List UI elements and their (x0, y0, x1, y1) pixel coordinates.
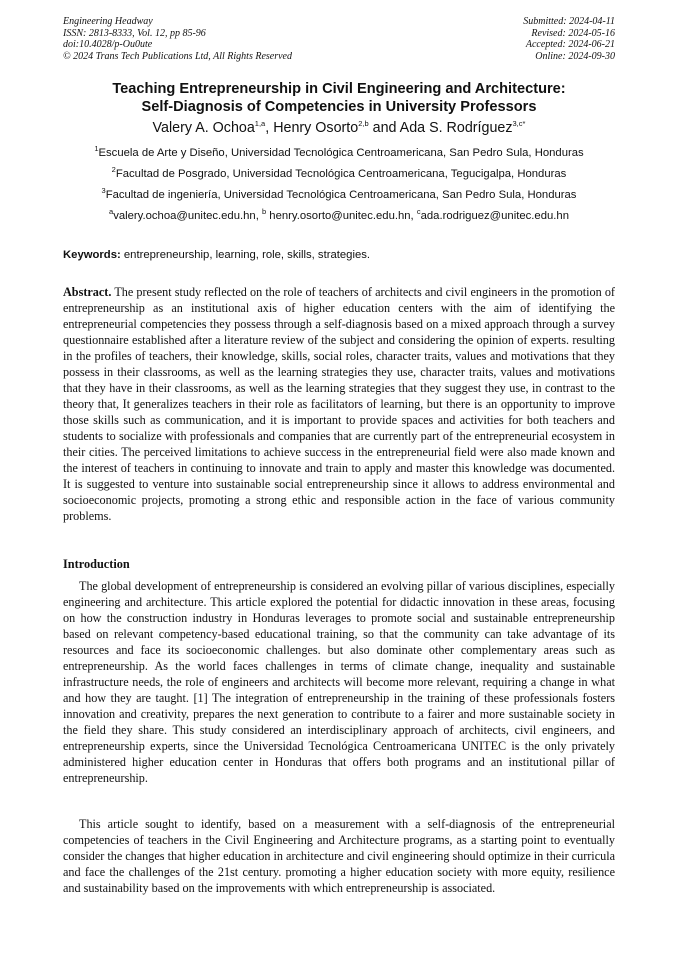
submitted-date: Submitted: 2024-04-11 (523, 16, 615, 27)
affiliation-sup: 3 (101, 186, 106, 196)
affiliation-sup: 1 (94, 144, 99, 154)
author-sup: 3,c* (512, 119, 526, 129)
affiliation-text: Escuela de Arte y Diseño, Universidad Tecnológica Centroamericana, San Pedro Sula, Honduras (98, 147, 584, 159)
keywords-text: entrepreneurship, learning, role, skills, strategies. (120, 249, 371, 261)
revised-date: Revised: 2024-05-16 (531, 27, 615, 39)
title-block (40, 80, 638, 223)
introduction-heading: Introduction (63, 557, 130, 571)
title-line-1: Teaching Entrepreneurship in Civil Engineering and Architecture: (112, 81, 566, 97)
affiliation-text: Facultad de Posgrado, Universidad Tecnológica Centroamericana, Tegucigalpa, Honduras (115, 168, 567, 180)
page-header (63, 16, 615, 62)
email-sup: b (261, 207, 267, 217)
email-sup: c (416, 207, 421, 217)
keywords (63, 248, 615, 262)
author-name: Ada S. Rodríguez (399, 120, 513, 136)
affiliation-sup: 2 (111, 165, 116, 175)
journal-name: Engineering Headway (63, 16, 153, 27)
affiliation-text: Facultad de ingeniería, Universidad Tecnológica Centroamericana, San Pedro Sula, Honduras (105, 189, 577, 201)
abstract-text: The present study reflected on the role of teachers of architects and civil engineers in the promotion of entrepreneurship as an institutional axis of higher education centers with the aim of identifying the entrepreneurial competencies they possess through a self-diagnosis based on a mixed approach through a survey questionnaire established after a literature review of the subject and considering the opinion of experts. resulting in the profiles of teachers, their knowledge, skills, social roles, character traits, values and motivations that they possess in their classrooms, as well as the learning strategies they use, character traits, values and motivations that they have in their classrooms, as well as the learning strategies that they suggest they use, in contrast to the theory that, It generalizes teachers in their role as facilitators of learning, but there is an opportunity to improve those skills such as communication, and it is important to provide spaces and activities for both teachers and students to socialize with professionals and companies that are currently part of the entrepreneurial ecosystem in their cities. The perceived limitations to achieve success in the entrepreneurial field were also made known and the interest of teachers in continuing to innovate and train to apply and master this knowledge was documented. It is suggested to venture into sustainable social entrepreneurship since it allows to address environmental and socioeconomic projects, promoting a strong ethic and responsible action in the face of various community problems. (63, 285, 615, 523)
issn-line: ISSN: 2813-8333, Vol. 12, pp 85-96 (63, 27, 206, 39)
affiliation-1 (40, 144, 638, 160)
keywords-label: Keywords: (63, 249, 121, 261)
accepted-date: Accepted: 2024-06-21 (525, 39, 615, 50)
email-list (40, 207, 638, 223)
author-sup: 2,b (358, 119, 369, 129)
email-text: valery.ochoa@unitec.edu.hn, (113, 210, 262, 222)
email-text: ada.rodriguez@unitec.edu.hn (420, 210, 569, 222)
author-name: Valery A. Ochoa (152, 120, 255, 136)
title-line-2: Self-Diagnosis of Competencies in University Professors (141, 99, 537, 115)
introduction-paragraph-2: This article sought to identify, based on a measurement with a self-diagnosis of the entrepreneurial competencies of teachers in the Civil Engineering and Architecture programs, as a starting point to eventually consider the changes that higher education in architecture and civil engineering should optimize in their curricula and face the challenges of the 21st century. promoting a higher education society with more equity, resilience and sustainability based on the improvements with which entrepreneurship is associated. (63, 817, 615, 895)
author-sep: and (368, 120, 400, 136)
author-sup: 1,a (254, 119, 266, 129)
journal-info (63, 16, 292, 62)
introduction-paragraph-1: The global development of entrepreneurship is considered an evolving pillar of various disciplines, especially engineering and architecture. This article explored the potential for didactic innovation in these areas, focusing on how the construction industry in Honduras leverages to promote social and sustainable entrepreneurship based on relevant competency-based educational training, so that the community can take advantage of its resources and face its socioeconomic challenges. but also dominate other complementary areas such as entrepreneurship. As the world faces challenges in terms of climate change, inequality and sustainable infrastructure needs, the role of engineers and architects will become more relevant, requiring a change in what and how they are taught. [1] The integration of entrepreneurship in the training of these professionals fosters innovation and creativity, prepares the next generation to contribute to a fairer and more sustainable society in the field they share. This study considered an interdisciplinary approach of architects, civil engineers, and entrepreneurship experts, since the Universidad Tecnológica Centroamericana UNITEC is the only privately administered higher education center in Honduras that offers both programs and an institutional pillar of entrepreneurship. (63, 579, 615, 785)
affiliation-2 (40, 165, 638, 181)
paper-title (40, 80, 638, 116)
abstract (63, 284, 615, 524)
abstract-label: Abstract. (63, 285, 112, 299)
online-date: Online: 2024-09-30 (535, 50, 615, 62)
affiliation-3 (40, 186, 638, 202)
email-sup: a (109, 207, 114, 217)
email-text: henry.osorto@unitec.edu.hn, (266, 210, 417, 222)
author-name: Henry Osorto (273, 120, 359, 136)
author-list (40, 119, 638, 137)
author-sep: , (265, 120, 274, 136)
copyright-line: © 2024 Trans Tech Publications Ltd, All Rights Reserved (63, 50, 292, 62)
doi-line: doi:10.4028/p-Ou0ute (63, 39, 153, 50)
submission-dates (523, 16, 615, 62)
